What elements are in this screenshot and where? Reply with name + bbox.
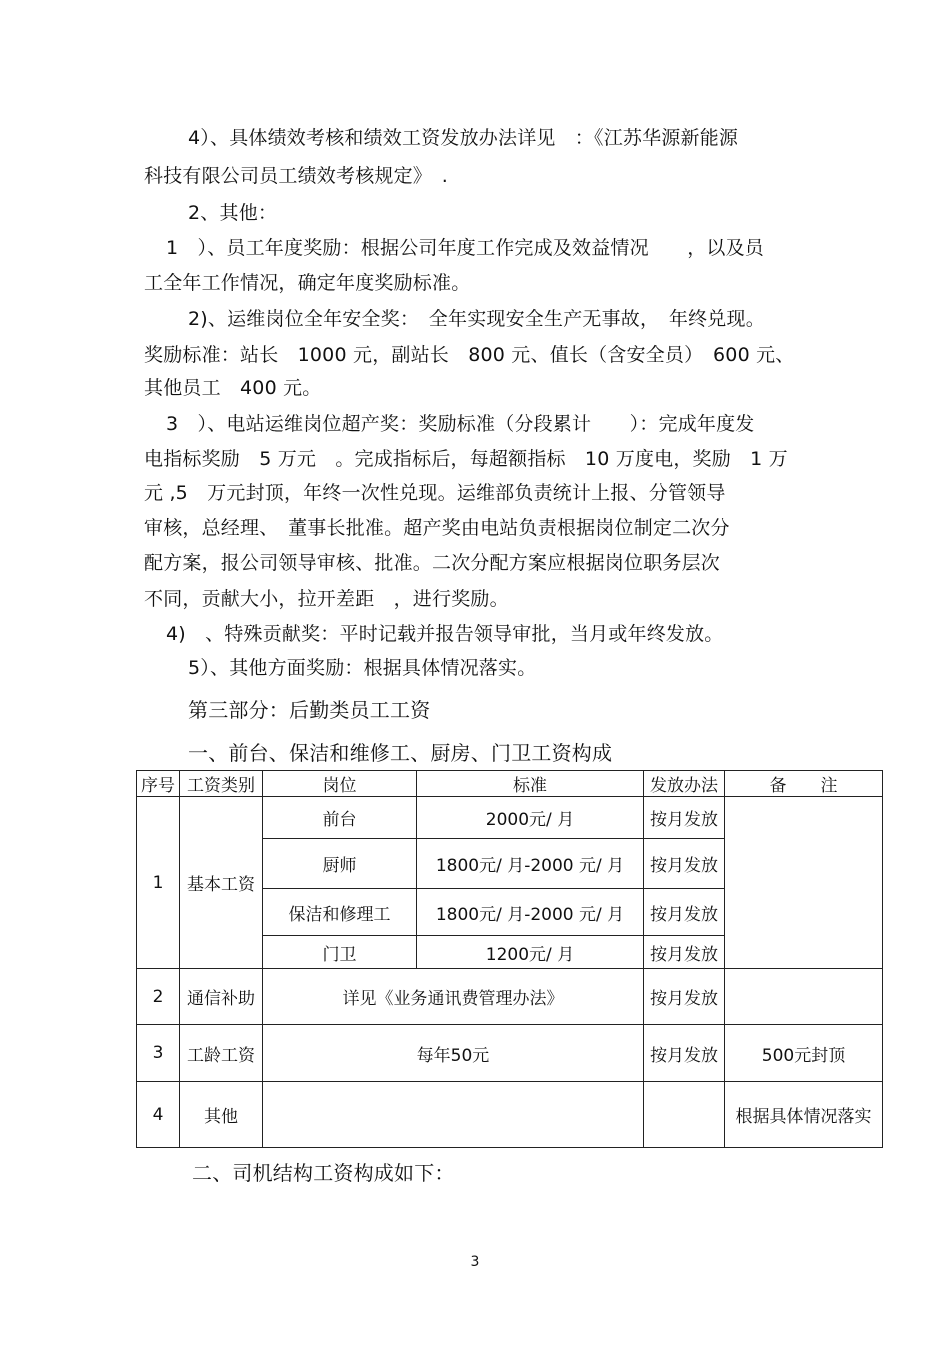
row-number-cell: 2	[137, 969, 180, 1025]
table-row	[137, 797, 883, 839]
standard-cell: 1200元/ 月	[417, 936, 644, 969]
category-cell: 基本工资	[180, 797, 263, 969]
row-number-cell: 4	[137, 1082, 180, 1148]
table-row	[137, 1082, 883, 1148]
method-cell: 按月发放	[644, 936, 725, 969]
note-cell	[725, 969, 883, 1025]
category-cell: 通信补助	[180, 969, 263, 1025]
wage-table	[136, 770, 883, 1148]
post-cell: 厨师	[263, 839, 417, 889]
paragraph-line: 4）、具体绩效考核和绩效工资发放办法详见 ：《江苏华源新能源	[188, 127, 739, 149]
paragraph-line: 电指标奖励 5 万元 。完成指标后，每超额指标 10 万度电，奖励 1 万	[144, 448, 788, 470]
paragraph-line: 奖励标准：站长 1000 元，副站长 800 元、值长（含安全员） 600 元、	[144, 344, 795, 366]
header-cell: 工资类别	[180, 771, 263, 797]
note-cell: 根据具体情况落实	[725, 1082, 883, 1148]
section-title: 第三部分：后勤类员工工资	[188, 698, 431, 722]
method-cell: 按月发放	[644, 889, 725, 936]
standard-cell: 1800元/ 月-2000 元/ 月	[417, 889, 644, 936]
next-section-heading: 二、司机结构工资构成如下：	[192, 1161, 455, 1185]
paragraph-line: 元 ,5 万元封顶，年终一次性兑现。运维部负责统计上报、分管领导	[144, 482, 726, 504]
post-cell: 保洁和修理工	[263, 889, 417, 936]
header-cell: 岗位	[263, 771, 417, 797]
paragraph-line: 3 ）、电站运维岗位超产奖：奖励标准（分段累计 ）：完成年度发	[166, 413, 755, 435]
table-header-row	[137, 771, 883, 797]
paragraph-line: 5）、其他方面奖励：根据具体情况落实。	[188, 657, 537, 679]
paragraph-line: 科技有限公司员工绩效考核规定》 .	[144, 165, 448, 187]
header-cell: 备 注	[725, 771, 883, 797]
table-row	[137, 1025, 883, 1082]
paragraph-line: 不同，贡献大小，拉开差距 ，进行奖励。	[144, 588, 509, 610]
paragraph-line: 2、其他：	[188, 202, 278, 224]
paragraph-line: 其他员工 400 元。	[144, 377, 322, 399]
header-cell: 发放办法	[644, 771, 725, 797]
paragraph-line: 2)、运维岗位全年安全奖： 全年实现安全生产无事故， 年终兑现。	[188, 308, 765, 330]
standard-cell: 详见《业务通讯费管理办法》	[263, 969, 644, 1025]
note-cell: 500元封顶	[725, 1025, 883, 1082]
standard-cell: 1800元/ 月-2000 元/ 月	[417, 839, 644, 889]
post-cell: 门卫	[263, 936, 417, 969]
method-cell: 按月发放	[644, 969, 725, 1025]
method-cell	[644, 1082, 725, 1148]
paragraph-line: 配方案，报公司领导审核、批准。二次分配方案应根据岗位职务层次	[144, 552, 721, 574]
table-row	[137, 969, 883, 1025]
post-cell: 前台	[263, 797, 417, 839]
header-cell: 序号	[137, 771, 180, 797]
header-cell: 标准	[417, 771, 644, 797]
row-number-cell: 3	[137, 1025, 180, 1082]
paragraph-line: 1 ）、员工年度奖励：根据公司年度工作完成及效益情况 ，以及员	[166, 237, 764, 259]
method-cell: 按月发放	[644, 1025, 725, 1082]
standard-cell: 每年50元	[263, 1025, 644, 1082]
paragraph-line: 4) 、特殊贡献奖：平时记载并报告领导审批，当月或年终发放。	[166, 623, 724, 645]
page-number: 3	[470, 1254, 480, 1270]
standard-cell	[263, 1082, 644, 1148]
row-number-cell: 1	[137, 797, 180, 969]
paragraph-line: 工全年工作情况，确定年度奖励标准。	[144, 272, 471, 294]
method-cell: 按月发放	[644, 797, 725, 839]
paragraph-line: 审核，总经理、 董事长批准。超产奖由电站负责根据岗位制定二次分	[144, 517, 730, 539]
standard-cell: 2000元/ 月	[417, 797, 644, 839]
note-cell	[725, 797, 883, 969]
table-title: 一、前台、保洁和维修工、厨房、门卫工资构成	[188, 741, 613, 765]
method-cell: 按月发放	[644, 839, 725, 889]
category-cell: 其他	[180, 1082, 263, 1148]
category-cell: 工龄工资	[180, 1025, 263, 1082]
